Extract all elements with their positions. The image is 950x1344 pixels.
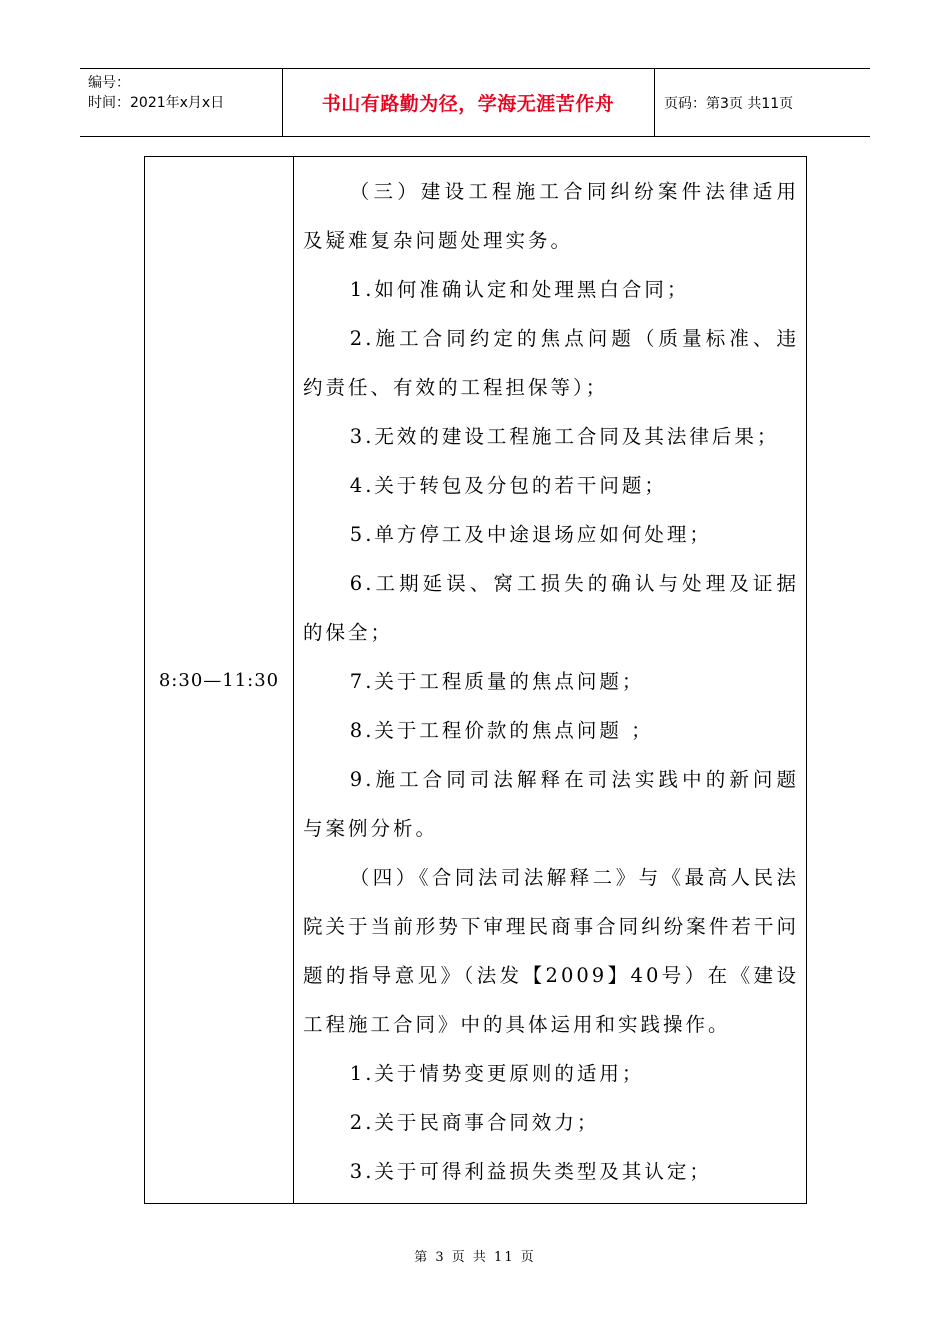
paragraph: 4.关于转包及分包的若干问题； <box>349 474 667 497</box>
header-divider <box>654 69 655 136</box>
paragraph: （四）《合同法司法解释二》与《最高人民法院关于当前形势下审理民商事合同纠纷案件若干问题的指导意见》（法发【2009】40号）在《建设工程施工合同》中的具体运用和实践操作。 <box>303 866 799 1036</box>
paragraph: 1.如何准确认定和处理黑白合同； <box>349 278 690 301</box>
column-divider <box>293 157 294 1203</box>
time-cell: 8:30—11:30 <box>158 669 280 691</box>
paragraph: （三）建设工程施工合同纠纷案件法律适用及疑难复杂问题处理实务。 <box>303 180 799 252</box>
paragraph: 9.施工合同司法解释在司法实践中的新问题与案例分析。 <box>303 768 799 840</box>
paragraph: 3.关于可得利益损失类型及其认定； <box>349 1160 712 1183</box>
document-number-label: 编号： <box>88 75 130 91</box>
page-header <box>80 68 870 137</box>
paragraph: 1.关于情势变更原则的适用； <box>349 1062 645 1085</box>
schedule-table <box>144 156 807 1204</box>
paragraph: 3.无效的建设工程施工合同及其法律后果； <box>349 425 780 448</box>
header-meta <box>88 73 278 113</box>
content-cell <box>303 167 799 1196</box>
paragraph: 2.关于民商事合同效力； <box>349 1111 600 1134</box>
paragraph: 8.关于工程价款的焦点问题 ； <box>349 719 654 742</box>
header-motto: 书山有路勤为径，学海无涯苦作舟 <box>321 93 615 115</box>
paragraph: 5.单方停工及中途退场应如何处理； <box>349 523 712 546</box>
paragraph: 7.关于工程质量的焦点问题； <box>349 670 645 693</box>
document-time-label: 时间：2021年x月x日 <box>88 95 225 111</box>
paragraph: 2.施工合同约定的焦点问题（质量标准、违约责任、有效的工程担保等）； <box>303 327 799 399</box>
page-footer: 第 3 页 共 11 页 <box>414 1250 536 1265</box>
paragraph: 6.工期延误、窝工损失的确认与处理及证据的保全； <box>303 572 799 644</box>
header-page-indicator: 页码：第3页 共11页 <box>664 95 794 112</box>
